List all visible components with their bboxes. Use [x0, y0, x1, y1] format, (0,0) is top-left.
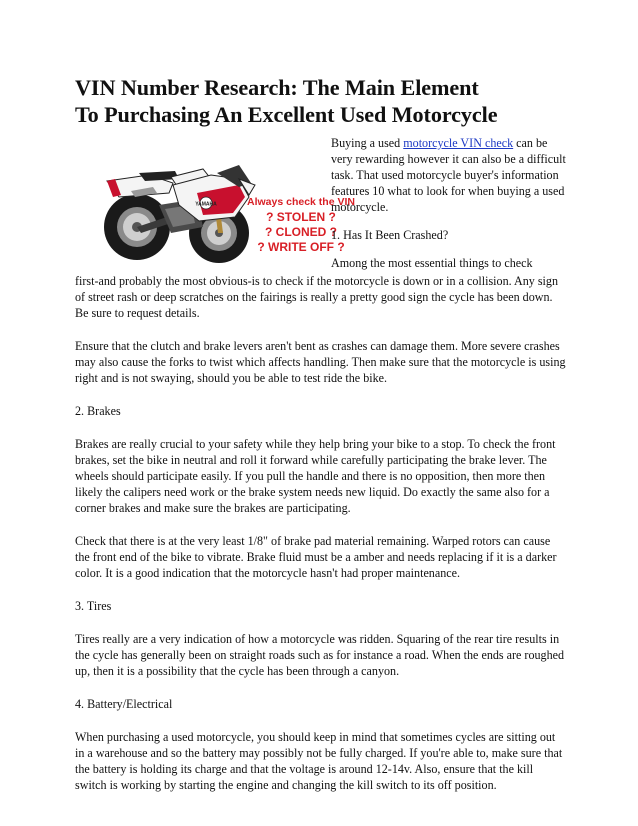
intro-side-column — [331, 135, 567, 271]
title-line-1: VIN Number Research: The Main Element — [75, 75, 479, 100]
tires-paragraph: Tires really are a very indication of how a motorcycle was ridden. Squaring of the rear tire results in the cycle has generally been on straight roads such as for instance a road. When the ends are roughed up, then it is a possibility that the cycle has been through a canyon. — [75, 632, 565, 678]
vin-check-link[interactable]: motorcycle VIN check — [403, 136, 514, 150]
crash-levers-paragraph: Ensure that the clutch and brake levers aren't bent as crashes can damage them. More severe crashes may also cause the forks to twist which affects handling. Then make sure that the motorcycle is using right and is not swaying, should you be able to test ride the bike. — [75, 339, 566, 385]
document-page — [75, 74, 567, 810]
intro-block — [75, 134, 567, 274]
title-line-2: To Purchasing An Excellent Used Motorcycle — [75, 102, 498, 127]
intro-text-before-link: Buying a used — [331, 136, 404, 150]
battery-paragraph: When purchasing a used motorcycle, you should keep in mind that sometimes cycles are sitting out in a warehouse and so the battery may possibly not be fully charged. If you're able to, make sure that the battery is holding its charge and that the voltage is around 12-14v. Also, ensure that the kill switch is working by starting the engine and changing the kill switch to its off position. — [75, 730, 563, 792]
callout-line-2: ? STOLEN ? — [266, 210, 336, 224]
section-heading-tires: 3. Tires — [75, 599, 112, 613]
section-heading-brakes: 2. Brakes — [75, 404, 121, 418]
crash-paragraph-continued: first-and probably the most obvious-is to check if the motorcycle is down or in a collision. Any sign of street rash or deep scratches on the fairings is really a pretty good sign the cycle has been down. Be sure to request details. — [75, 274, 558, 320]
callout-line-1: Always check the VIN — [247, 196, 355, 208]
page-title — [75, 74, 567, 128]
brakes-paragraph-1: Brakes are really crucial to your safety while they help bring your bike to a stop. To check the front brakes, set the bike in neutral and roll it forward while carefully participating the brake lever. The wheels should participate easily. If you pull the handle and there is no opposition, then more then likely the calipers need work or the brake system needs new liquid. Do exactly the same also for a corner brakes and make sure the brakes are participating. — [75, 437, 556, 515]
brakes-paragraph-2: Check that there is at the very least 1/8" of brake pad material remaining. Warped rotors can cause the front end of the bike to vibrate. Brake fluid must be a amber and needs replacing if it is a darker color. It is a good indication that the motorcycle hasn't had proper maintenance. — [75, 534, 557, 580]
intro-text-after-link: can be very rewarding however it can also be a difficult task. That used motorcycle buyer's information features 10 what to look for when buying a used motorcycle. — [331, 136, 566, 214]
article-body — [75, 273, 567, 793]
crash-paragraph-start: Among the most essential things to check — [331, 256, 533, 270]
motorcycle-image — [79, 135, 355, 267]
section-heading-battery: 4. Battery/Electrical — [75, 697, 173, 711]
callout-line-4: ? WRITE OFF ? — [257, 240, 345, 254]
section-heading-crashed: 1. Has It Been Crashed? — [331, 228, 449, 242]
callout-line-3: ? CLONED ? — [265, 225, 337, 239]
intro-paragraph — [331, 135, 567, 215]
motorcycle-illustration — [79, 135, 355, 267]
fairing-brand-text: YAMAHA — [195, 201, 217, 208]
